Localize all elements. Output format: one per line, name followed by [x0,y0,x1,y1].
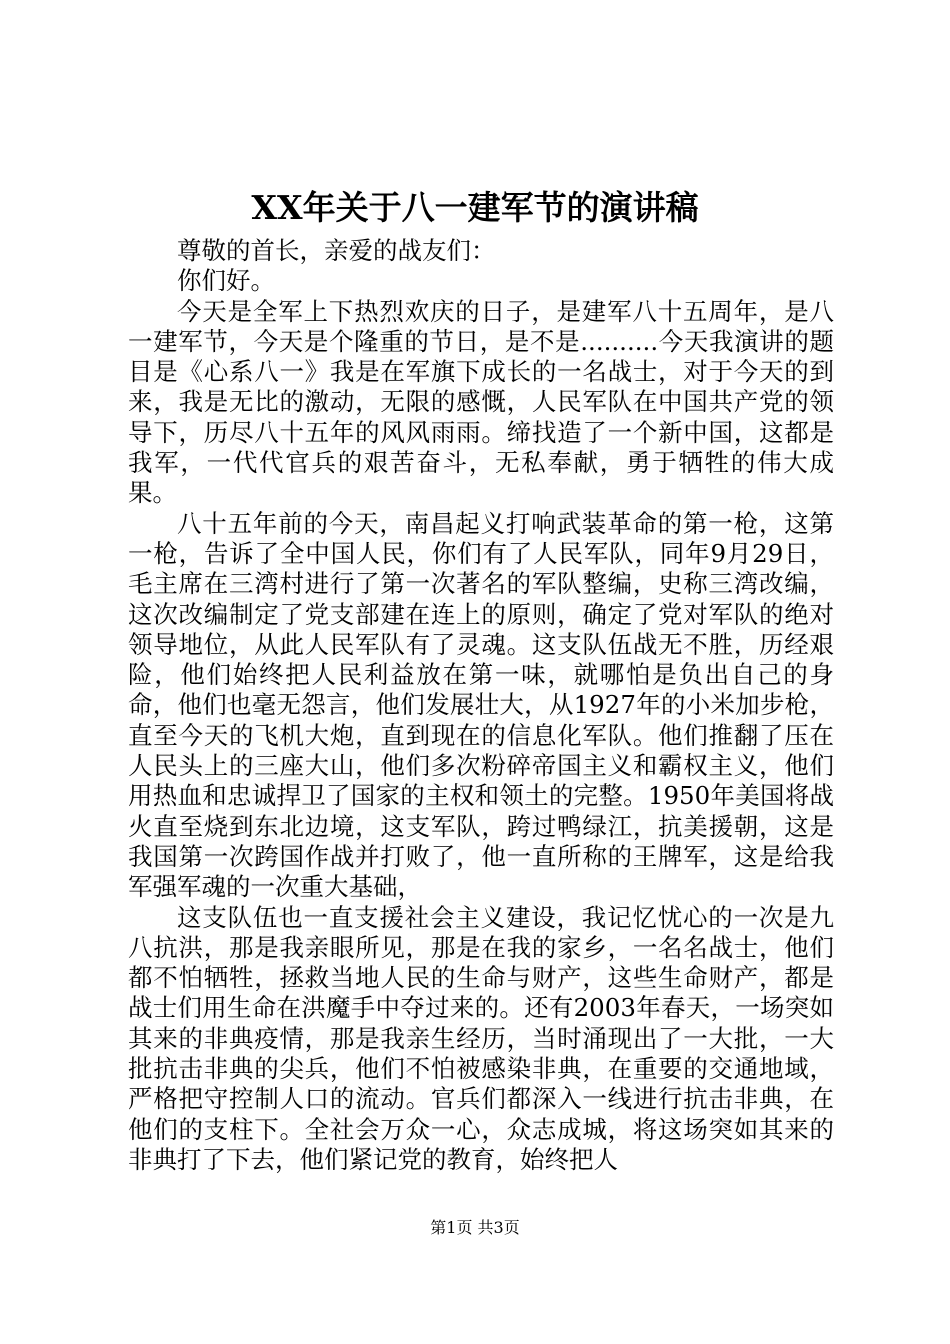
paragraph-greeting: 尊敬的首长，亲爱的战友们： [177,236,496,265]
paragraph-hello: 你们好。 [177,266,275,296]
document-title: XX年关于八一建军节的演讲稿 [251,188,699,227]
paragraph-intro: 今天是全军上下热烈欢庆的日子，是建军八十五周年，是八一建军节，今天是个隆重的节日，是不是..........今天我演讲的题目是《心系八一》我是在军旗下成长的一名战士，对于今天的到来，我是无比的激动，无限的感慨，人民军队在中国共产党的领导下，历尽八十五年的风风雨雨。缔找造了一个新中国，这都是我军，一代代官兵的艰苦奋斗，无私奉献，勇于牺牲的伟大成果。 [128,296,834,508]
paragraph-support: 这支队伍也一直支援社会主义建设，我记忆忧心的一次是九八抗洪，那是我亲眼所见，那是在我的家乡，一名名战士，他们都不怕牺牲，拯救当地人民的生命与财产，这些生命财产，都是战士们用生命在洪魔手中夺过来的。还有2003年春天，一场突如其来的非典疫情，那是我亲生经历，当时涌现出了一大批，一大批抗击非典的尖兵，他们不怕被感染非典，在重要的交通地域，严格把守控制人口的流动。官兵们都深入一线进行抗击非典，在他们的支柱下。全社会万众一心，众志成城，将这场突如其来的非典打了下去，他们紧记党的教育，始终把人 [128,902,834,1174]
paragraph-history: 八十五年前的今天，南昌起义打响武装革命的第一枪，这第一枪，告诉了全中国人民，你们有了人民军队，同年9月29日，毛主席在三湾村进行了第一次著名的军队整编，史称三湾改编，这次改编制定了党支部建在连上的原则，确定了党对军队的绝对领导地位，从此人民军队有了灵魂。这支队伍战无不胜，历经艰险，他们始终把人民利益放在第一味，就哪怕是负出自己的身命，他们也毫无怨言，他们发展壮大，从1927年的小米加步枪，直至今天的飞机大炮，直到现在的信息化军队。他们推翻了压在人民头上的三座大山，他们多次粉碎帝国主义和霸权主义，他们用热血和忠诚捍卫了国家的主权和领土的完整。1950年美国将战火直至烧到东北边境，这支军队，跨过鸭绿江，抗美援朝，这是我国第一次跨国作战并打败了，他一直所称的王牌军，这是给我军强军魂的一次重大基础， [128,508,834,902]
page-footer: 第1页 共3页 [430,1218,520,1237]
document-body [128,236,834,1175]
